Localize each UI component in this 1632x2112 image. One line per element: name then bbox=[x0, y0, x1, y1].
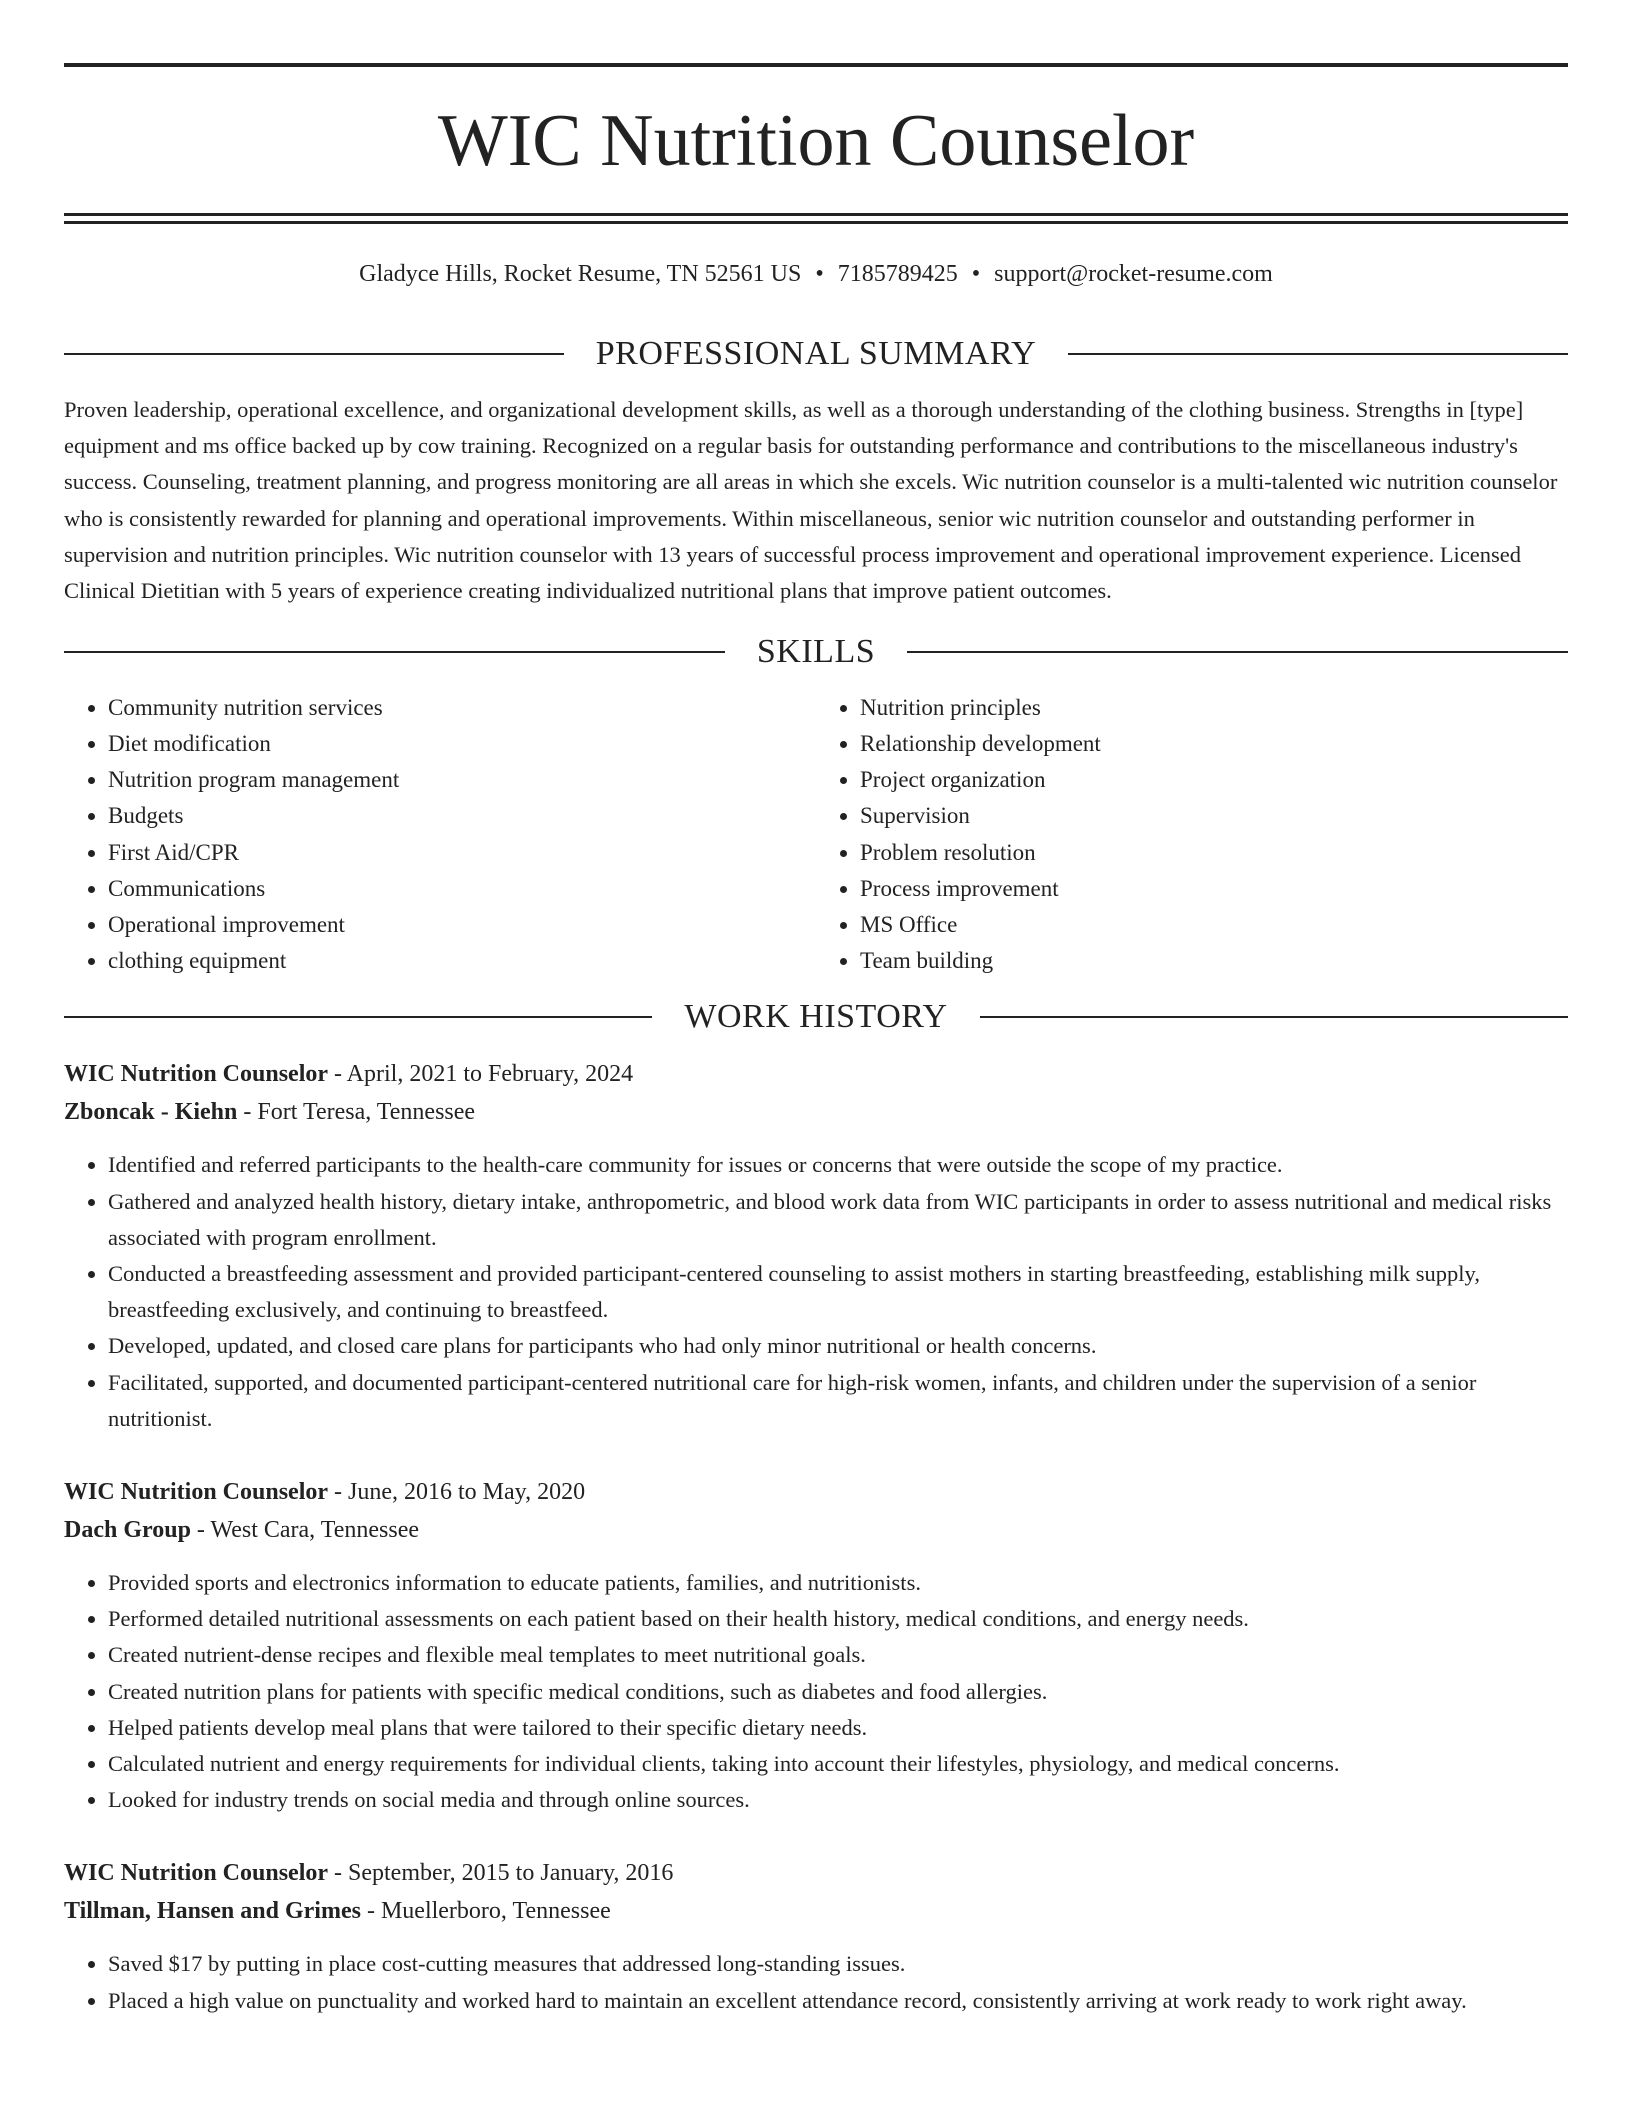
summary-heading bbox=[64, 334, 1568, 374]
contact-separator: • bbox=[971, 261, 981, 287]
skill-item: • Community nutrition services bbox=[108, 690, 816, 726]
skill-item: • Nutrition principles bbox=[860, 690, 1568, 726]
job-duty-item: • Developed, updated, and closed care plans for participants who had only minor nutritional or health concerns. bbox=[108, 1328, 1568, 1364]
skill-item: • Problem resolution bbox=[860, 835, 1568, 871]
skill-item: • Team building bbox=[860, 943, 1568, 979]
skill-item: • Diet modification bbox=[108, 726, 816, 762]
job-duty-item: • Created nutrition plans for patients with specific medical conditions, such as diabetes and food allergies. bbox=[108, 1674, 1568, 1710]
skill-item: • Operational improvement bbox=[108, 907, 816, 943]
work-history-list bbox=[64, 1055, 1568, 2018]
work-heading bbox=[64, 997, 1568, 1037]
job-duty-item: • Helped patients develop meal plans that were tailored to their specific dietary needs. bbox=[108, 1710, 1568, 1746]
job-entry bbox=[64, 1473, 1568, 1818]
summary-text: Proven leadership, operational excellence, and organizational development skills, as well as a thorough understanding of the clothing business. Strengths in [type] equipment and ms office backed up by cow training. Recognized on a regular basis for outstanding performance and contributions to the miscellaneous industry's success. Counseling, treatment planning, and progress monitoring are all areas in which she excels. Wic nutrition counselor is a multi-talented wic nutrition counselor who is consistently rewarded for planning and operational improvements. Within miscellaneous, senior wic nutrition counselor and outstanding performer in supervision and nutrition principles. Wic nutrition counselor with 13 years of successful process improvement and operational improvement experience. Licensed Clinical Dietitian with 5 years of experience creating individualized nutritional plans that improve patient outcomes. bbox=[64, 397, 1558, 604]
contact-separator: • bbox=[815, 261, 824, 287]
skill-item: • MS Office bbox=[860, 907, 1568, 943]
job-location: - Fort Teresa, Tennessee bbox=[237, 1099, 476, 1126]
job-title-line bbox=[64, 1854, 1568, 1892]
job-duty-item: • Conducted a breastfeeding assessment and provided participant-centered counseling to assist mothers in starting breastfeeding, establishing milk supply, breastfeeding exclusively, and continuing to breastfeed. bbox=[108, 1256, 1568, 1328]
job-duty-item: • Identified and referred participants to the health-care community for issues or concerns that were outside the scope of my practice. bbox=[108, 1147, 1568, 1183]
job-duty-item: • Created nutrient-dense recipes and flexible meal templates to meet nutritional goals. bbox=[108, 1637, 1568, 1673]
job-title: WIC Nutrition Counselor bbox=[64, 1478, 329, 1505]
job-company: Tillman, Hansen and Grimes bbox=[64, 1898, 361, 1925]
job-company-line bbox=[64, 1892, 1568, 1930]
job-duty-item: • Placed a high value on punctuality and worked hard to maintain an excellent attendance record, consistently arriving at work ready to work right away. bbox=[108, 1983, 1568, 2019]
top-rule bbox=[64, 63, 1568, 67]
skills-column-right bbox=[816, 690, 1568, 980]
title-double-rule bbox=[64, 213, 1568, 224]
skill-item: • Supervision bbox=[860, 798, 1568, 834]
job-location: - Muellerboro, Tennessee bbox=[360, 1898, 611, 1925]
section-title: PROFESSIONAL SUMMARY bbox=[595, 335, 1037, 372]
job-company-line bbox=[64, 1511, 1568, 1549]
heading-rule bbox=[980, 1016, 1568, 1018]
job-entry bbox=[64, 1055, 1568, 1437]
job-duties bbox=[64, 1147, 1568, 1437]
heading-rule bbox=[1068, 353, 1568, 355]
contact-info bbox=[64, 258, 1568, 290]
skill-item: • Relationship development bbox=[860, 726, 1568, 762]
skill-item: • First Aid/CPR bbox=[108, 835, 816, 871]
contact-email: support@rocket-resume.com bbox=[994, 261, 1273, 287]
job-duty-item: • Looked for industry trends on social media and through online sources. bbox=[108, 1782, 1568, 1818]
job-company: Dach Group bbox=[64, 1516, 191, 1543]
job-duties bbox=[64, 1565, 1568, 1818]
job-company-line bbox=[64, 1093, 1568, 1131]
job-entry bbox=[64, 1854, 1568, 2018]
skill-item: • Budgets bbox=[108, 798, 816, 834]
resume-page bbox=[64, 63, 1568, 2019]
skill-item: • Communications bbox=[108, 871, 816, 907]
job-duty-item: • Facilitated, supported, and documented participant-centered nutritional care for high-risk women, infants, and children under the supervision of a senior nutritionist. bbox=[108, 1365, 1568, 1437]
section-title: WORK HISTORY bbox=[684, 998, 948, 1036]
section-title: SKILLS bbox=[756, 632, 876, 670]
skill-item: • Project organization bbox=[860, 762, 1568, 798]
job-title-line bbox=[64, 1055, 1568, 1093]
job-duty-item: • Calculated nutrient and energy requirements for individual clients, taking into account their lifestyles, physiology, and medical concerns. bbox=[108, 1746, 1568, 1782]
contact-address: Gladyce Hills, Rocket Resume, TN 52561 US bbox=[359, 261, 802, 287]
job-dates: - June, 2016 to May, 2020 bbox=[328, 1478, 586, 1505]
job-duty-item: • Saved $17 by putting in place cost-cutting measures that addressed long-standing issues. bbox=[108, 1946, 1568, 1982]
job-company: Zboncak - Kiehn bbox=[64, 1099, 238, 1126]
job-duty-item: • Performed detailed nutritional assessments on each patient based on their health history, medical conditions, and energy needs. bbox=[108, 1601, 1568, 1637]
job-title: WIC Nutrition Counselor bbox=[64, 1860, 329, 1887]
skill-item: • clothing equipment bbox=[108, 943, 816, 979]
job-title-line bbox=[64, 1473, 1568, 1511]
skills-list bbox=[64, 690, 1568, 980]
job-duty-item: • Provided sports and electronics information to educate patients, families, and nutritionists. bbox=[108, 1565, 1568, 1601]
job-dates: - April, 2021 to February, 2024 bbox=[328, 1061, 634, 1088]
skills-column-left bbox=[64, 690, 816, 980]
job-duty-item: • Gathered and analyzed health history, dietary intake, anthropometric, and blood work data from WIC participants in order to assess nutritional and medical risks associated with program enrollment. bbox=[108, 1184, 1568, 1256]
job-duties bbox=[64, 1946, 1568, 2018]
job-title: WIC Nutrition Counselor bbox=[64, 1061, 329, 1088]
skills-heading bbox=[64, 632, 1568, 672]
skill-item: • Nutrition program management bbox=[108, 762, 816, 798]
heading-rule bbox=[907, 651, 1568, 653]
heading-rule bbox=[64, 353, 564, 355]
job-dates: - September, 2015 to January, 2016 bbox=[328, 1860, 674, 1887]
page-title: WIC Nutrition Counselor bbox=[437, 100, 1195, 182]
contact-phone: 7185789425 bbox=[837, 261, 958, 287]
skill-item: • Process improvement bbox=[860, 871, 1568, 907]
job-location: - West Cara, Tennessee bbox=[190, 1516, 420, 1543]
heading-rule bbox=[64, 1016, 652, 1018]
heading-rule bbox=[64, 651, 725, 653]
